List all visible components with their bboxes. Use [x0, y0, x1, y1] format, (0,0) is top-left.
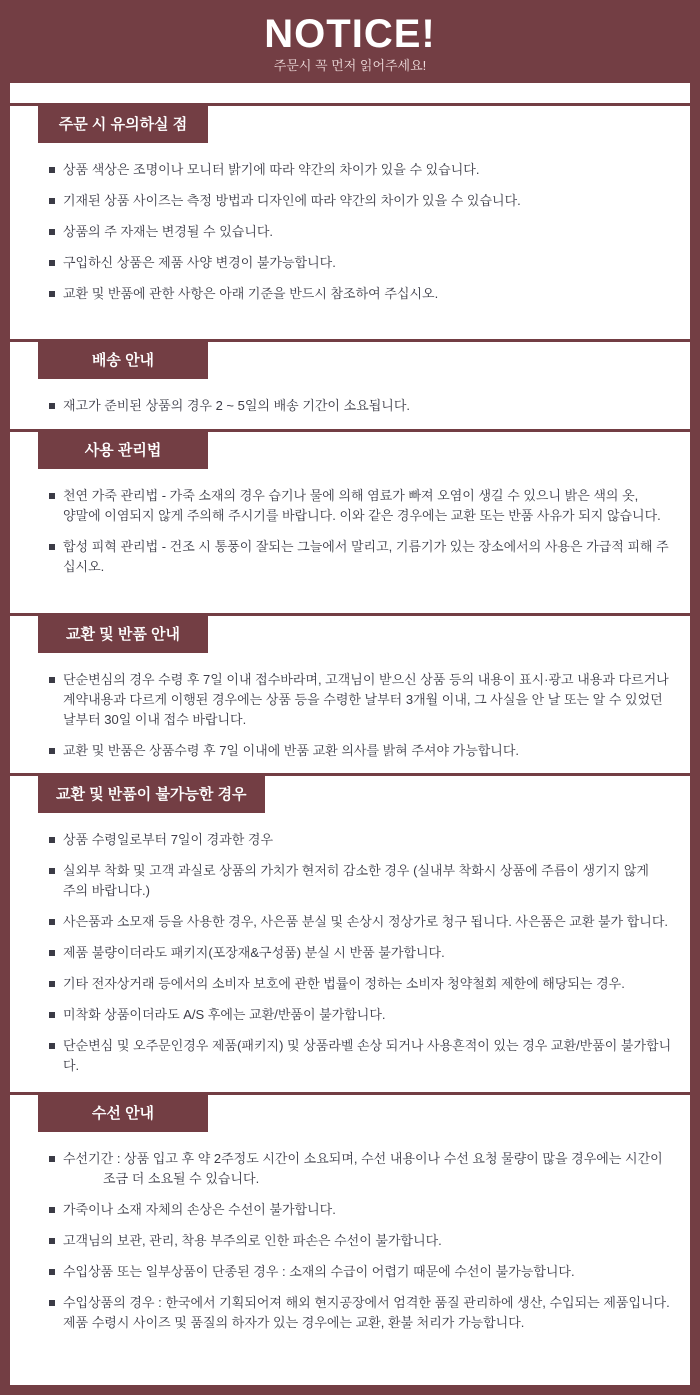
notice-list: [10, 1149, 690, 1333]
bullet-square-icon: [49, 229, 55, 235]
notice-line: 단순변심 및 오주문인경우 제품(패키지) 및 상품라벨 손상 되거나 사용흔적이 있는 경우 교환/반품이 불가합니다.: [63, 1038, 672, 1073]
notice-line: 제품 불량이더라도 패키지(포장재&구성품) 분실 시 반품 불가합니다.: [63, 945, 445, 960]
content-frame: [0, 83, 700, 1385]
notice-item: [10, 284, 690, 304]
notice-line: 교환 및 반품은 상품수령 후 7일 이내에 반품 교환 의사를 밝혀 주셔야 가능합니다.: [63, 743, 520, 758]
section-label: 수선 안내: [38, 1095, 208, 1132]
bullet-square-icon: [49, 403, 55, 409]
bullet-square-icon: [49, 837, 55, 843]
notice-subtitle: 주문시 꼭 먼저 읽어주세요!: [273, 58, 427, 73]
notice-line: 계약내용과 다르게 이행된 경우에는 상품 등을 수령한 날부터 3개월 이내, 그 사실을 안 날 또는 알 수 있었던: [63, 692, 663, 707]
notice-line: 천연 가죽 관리법 - 가죽 소재의 경우 습기나 물에 의해 염료가 빠져 오염이 생길 수 있으니 밝은 색의 옷,: [63, 488, 639, 503]
notice-item: [10, 1231, 690, 1251]
notice-list: [10, 486, 690, 577]
notice-line: 상품 색상은 조명이나 모니터 밝기에 따라 약간의 차이가 있을 수 있습니다.: [63, 162, 480, 177]
notice-line: 재고가 준비된 상품의 경우 2 ~ 5일의 배송 기간이 소요됩니다.: [63, 398, 411, 413]
bullet-square-icon: [49, 260, 55, 266]
section: [10, 429, 690, 613]
section-label: 교환 및 반품 안내: [38, 616, 208, 653]
section: [10, 773, 690, 1092]
notice-line: 구입하신 상품은 제품 사양 변경이 불가능합니다.: [63, 255, 336, 270]
section-label: 사용 관리법: [38, 432, 208, 469]
notice-item: [10, 1149, 690, 1189]
notice-item: [10, 1036, 690, 1076]
notice-line: 교환 및 반품에 관한 사항은 아래 기준을 반드시 참조하여 주십시오.: [63, 286, 439, 301]
notice-line: 미착화 상품이더라도 A/S 후에는 교환/반품이 불가합니다.: [63, 1007, 386, 1022]
notice-item: [10, 253, 690, 273]
bullet-square-icon: [49, 198, 55, 204]
notice-banner: [0, 0, 700, 83]
notice-line: 상품의 주 자재는 변경될 수 있습니다.: [63, 224, 274, 239]
notice-item: [10, 861, 690, 901]
notice-item: [10, 670, 690, 730]
bullet-square-icon: [49, 1156, 55, 1162]
notice-item: [10, 830, 690, 850]
bullet-square-icon: [49, 1238, 55, 1244]
notice-item: [10, 486, 690, 526]
bullet-square-icon: [49, 1207, 55, 1213]
bullet-square-icon: [49, 1043, 55, 1049]
section: [10, 103, 690, 339]
bullet-square-icon: [49, 950, 55, 956]
bullet-square-icon: [49, 167, 55, 173]
notice-item: [10, 1293, 690, 1333]
notice-line: 조금 더 소요될 수 있습니다.: [103, 1171, 260, 1186]
notice-item: [10, 741, 690, 761]
notice-item: [10, 1200, 690, 1220]
notice-title: NOTICE!: [264, 12, 436, 56]
bullet-square-icon: [49, 1300, 55, 1306]
notice-line: 가죽이나 소재 자체의 손상은 수선이 불가합니다.: [63, 1202, 336, 1217]
bullet-square-icon: [49, 677, 55, 683]
notice-line: 제품 수령시 사이즈 및 품질의 하자가 있는 경우에는 교환, 환불 처리가 가능합니다.: [63, 1315, 525, 1330]
bullet-square-icon: [49, 919, 55, 925]
bullet-square-icon: [49, 1269, 55, 1275]
notice-item: [10, 974, 690, 994]
notice-item: [10, 537, 690, 577]
notice-item: [10, 943, 690, 963]
notice-line: 주의 바랍니다.): [63, 883, 150, 898]
notice-line: 날부터 30일 이내 접수 바랍니다.: [63, 712, 247, 727]
notice-item: [10, 191, 690, 211]
notice-line: 기재된 상품 사이즈는 측정 방법과 디자인에 따라 약간의 차이가 있을 수 있습니다.: [63, 193, 521, 208]
section: [10, 1092, 690, 1385]
notice-item: [10, 160, 690, 180]
bullet-square-icon: [49, 868, 55, 874]
bullet-square-icon: [49, 981, 55, 987]
section-label: 교환 및 반품이 불가능한 경우: [38, 776, 265, 813]
bullet-square-icon: [49, 544, 55, 550]
notice-line: 수선기간 : 상품 입고 후 약 2주정도 시간이 소요되며, 수선 내용이나 수선 요청 물량이 많을 경우에는 시간이: [63, 1151, 663, 1166]
notice-line: 수입상품 또는 일부상품이 단종된 경우 : 소재의 수급이 어렵기 때문에 수선이 불가능합니다.: [63, 1264, 575, 1279]
bullet-square-icon: [49, 1012, 55, 1018]
notice-line: 합성 피혁 관리법 - 건조 시 통풍이 잘되는 그늘에서 말리고, 기름기가 있는 장소에서의 사용은 가급적 피해 주십시오.: [63, 539, 669, 574]
notice-line: 고객님의 보관, 관리, 착용 부주의로 인한 파손은 수선이 불가합니다.: [63, 1233, 442, 1248]
notice-line: 단순변심의 경우 수령 후 7일 이내 접수바라며, 고객님이 받으신 상품 등의 내용이 표시·광고 내용과 다르거나: [63, 672, 669, 687]
notice-line: 실외부 착화 및 고객 과실로 상품의 가치가 현저히 감소한 경우 (실내부 착화시 상품에 주름이 생기지 않게: [63, 863, 649, 878]
notice-list: [10, 670, 690, 761]
bullet-square-icon: [49, 748, 55, 754]
notice-list: [10, 396, 690, 416]
bullet-square-icon: [49, 493, 55, 499]
notice-list: [10, 160, 690, 304]
notice-line: 사은품과 소모재 등을 사용한 경우, 사은품 분실 및 손상시 정상가로 청구 됩니다. 사은품은 교환 불가 합니다.: [63, 914, 669, 929]
notice-item: [10, 396, 690, 416]
notice-item: [10, 1005, 690, 1025]
notice-line: 기타 전자상거래 등에서의 소비자 보호에 관한 법률이 정하는 소비자 청약철회 제한에 해당되는 경우.: [63, 976, 625, 991]
notice-line: 상품 수령일로부터 7일이 경과한 경우: [63, 832, 274, 847]
section: [10, 613, 690, 773]
section: [10, 339, 690, 429]
section-label: 주문 시 유의하실 점: [38, 106, 208, 143]
notice-line: 양말에 이염되지 않게 주의해 주시기를 바랍니다. 이와 같은 경우에는 교환 또는 반품 사유가 되지 않습니다.: [63, 508, 661, 523]
bullet-square-icon: [49, 291, 55, 297]
notice-list: [10, 830, 690, 1076]
section-label: 배송 안내: [38, 342, 208, 379]
notice-line: 수입상품의 경우 : 한국에서 기획되어져 해외 현지공장에서 엄격한 품질 관리하에 생산, 수입되는 제품입니다.: [63, 1295, 670, 1310]
notice-item: [10, 222, 690, 242]
notice-item: [10, 912, 690, 932]
bottom-bar: [0, 1385, 700, 1395]
notice-item: [10, 1262, 690, 1282]
